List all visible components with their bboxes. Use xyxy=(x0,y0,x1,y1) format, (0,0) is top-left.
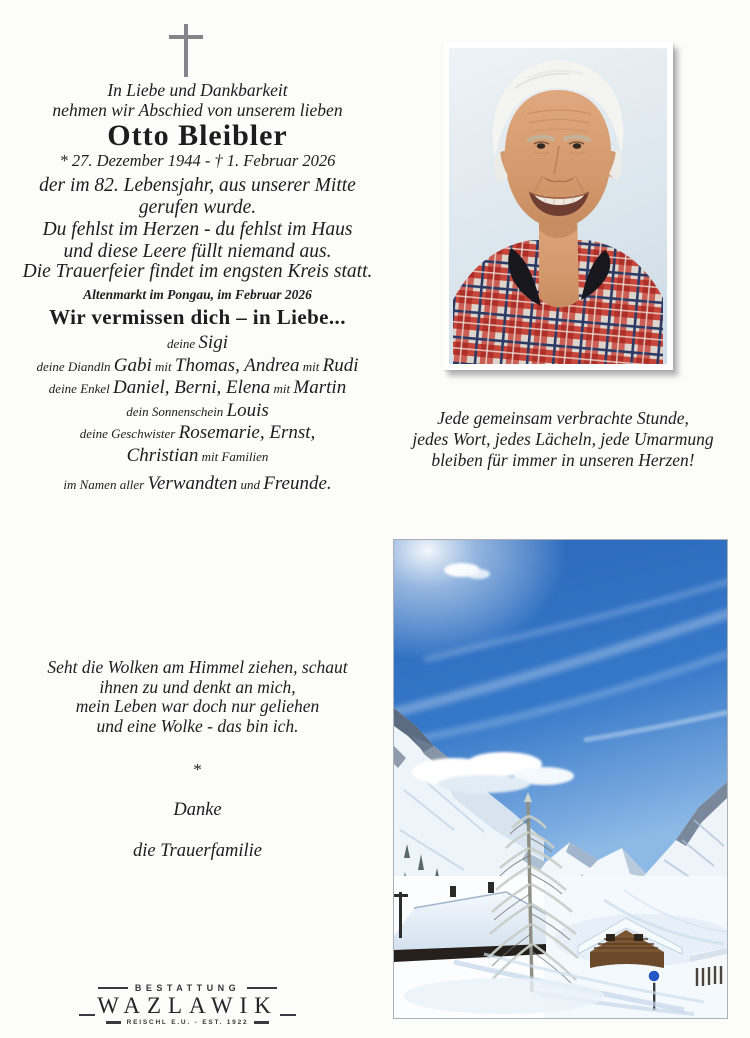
family-text-segment: mit xyxy=(270,381,294,396)
family-text-segment: deine Enkel xyxy=(48,381,114,396)
logo-bar-left-icon xyxy=(106,1021,121,1025)
funeral-home-logo xyxy=(70,983,305,1026)
passing-text xyxy=(5,175,390,218)
intro-text xyxy=(5,80,390,120)
winter-landscape-photo xyxy=(393,539,728,1019)
family-line xyxy=(5,422,390,445)
family-text-segment: dein Sonnenschein xyxy=(126,403,227,419)
family-line xyxy=(5,400,390,423)
logo-type-label: BESTATTUNG xyxy=(134,983,241,993)
family-text-segment: Sigi xyxy=(198,332,228,353)
winter-landscape-image xyxy=(394,540,727,1018)
portrait-photo xyxy=(443,42,673,370)
place-and-date: Altenmarkt im Pongau, im Februar 2026 xyxy=(83,287,312,302)
logo-name-row xyxy=(70,993,305,1019)
poem-line: mein Leben war doch nur geliehen xyxy=(75,696,320,716)
family-text-segment: Louis xyxy=(226,399,269,421)
family-list xyxy=(5,332,390,496)
logo-bar-right-icon xyxy=(254,1021,269,1025)
family-text-segment: Thomas, Andrea xyxy=(174,354,300,376)
service-note: Die Trauerfeier findet im engsten Kreis statt. xyxy=(22,261,373,282)
verse-text xyxy=(5,219,390,262)
poem-line: ihnen zu und denkt an mich, xyxy=(99,676,296,697)
family-text-segment: Gabi xyxy=(113,354,152,376)
logo-rule-right-icon xyxy=(247,987,277,989)
family-text-segment: Christian xyxy=(126,444,199,466)
family-text-segment: mit Familien xyxy=(198,448,269,464)
intro-line: In Liebe und Dankbarkeit xyxy=(107,80,288,100)
family-text-segment: Freunde. xyxy=(263,473,332,494)
family-line xyxy=(5,445,390,468)
family-text-segment: deine Diandln xyxy=(36,358,114,374)
logo-baseline-rule-left-icon xyxy=(79,1014,95,1016)
logo-bottom-row xyxy=(70,1019,305,1026)
missing-line: Wir vermissen dich – in Liebe... xyxy=(49,305,346,329)
poem-line: Seht die Wolken am Himmel ziehen, schaut xyxy=(47,657,348,677)
signoff-text: die Trauerfamilie xyxy=(133,841,262,861)
thanks-text: Danke xyxy=(173,800,222,820)
quote-line: jedes Wort, jedes Lächeln, jede Umarmung xyxy=(412,429,714,449)
cross-icon xyxy=(184,24,188,77)
family-line xyxy=(5,377,390,400)
passing-line: gerufen wurde. xyxy=(138,196,257,218)
logo-top-row xyxy=(70,983,305,993)
passing-line: der im 82. Lebensjahr, aus unserer Mitte xyxy=(39,175,356,196)
star-separator: * xyxy=(193,760,202,779)
deceased-name: Otto Bleibler xyxy=(107,119,288,152)
family-line xyxy=(5,355,390,378)
logo-rule-left-icon xyxy=(98,987,128,989)
family-text-segment: Martin xyxy=(293,377,347,398)
logo-subtitle: REISCHL E.U. - EST. 1922 xyxy=(126,1019,249,1026)
intro-line: nehmen wir Abschied von unserem lieben xyxy=(52,100,343,120)
family-text-segment: im Namen aller xyxy=(63,477,148,492)
logo-baseline-rule-right-icon xyxy=(280,1014,296,1016)
family-text-segment: deine xyxy=(167,336,199,351)
family-text-segment: Rudi xyxy=(322,354,359,376)
remembrance-quote xyxy=(388,408,738,471)
family-text-segment: und xyxy=(237,477,264,492)
verse-line: Du fehlst im Herzen - du fehlst im Haus xyxy=(42,219,353,240)
quote-line: Jede gemeinsam verbrachte Stunde, xyxy=(437,408,689,428)
cross-icon xyxy=(169,35,203,39)
family-line xyxy=(5,473,390,496)
family-line xyxy=(5,332,390,355)
birth-death-dates: * 27. Dezember 1944 - † 1. Februar 2026 xyxy=(59,151,336,170)
family-text-segment: deine Geschwister xyxy=(79,426,179,441)
verse-line: und diese Leere füllt niemand aus. xyxy=(63,240,332,262)
poem-line: und eine Wolke - das bin ich. xyxy=(96,715,299,736)
quote-line: bleiben für immer in unseren Herzen! xyxy=(431,450,695,470)
portrait-photo-image xyxy=(449,48,667,364)
family-text-segment: mit xyxy=(299,358,323,374)
poem-text xyxy=(5,658,390,736)
family-text-segment: mit xyxy=(151,358,175,374)
family-text-segment: Verwandten xyxy=(147,473,238,494)
family-text-segment: Daniel, Berni, Elena xyxy=(113,377,271,398)
family-text-segment: Rosemarie, Ernst, xyxy=(178,422,316,443)
logo-company-name: WAZLAWIK xyxy=(97,993,278,1018)
